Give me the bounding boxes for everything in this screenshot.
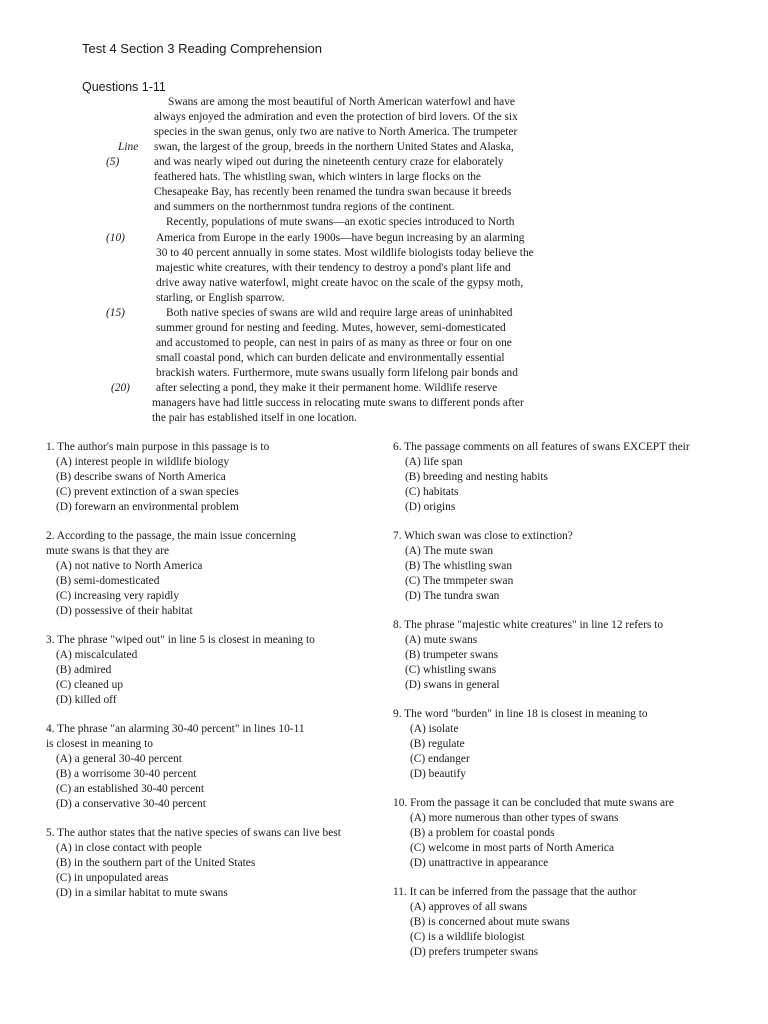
answer-option[interactable]: (B) in the southern part of the United States [56, 857, 256, 869]
passage-line: and was nearly wiped out during the nineteenth century craze for elaborately [154, 156, 504, 168]
answer-option[interactable]: (A) mute swans [405, 634, 478, 646]
answer-option[interactable]: (D) forewarn an environmental problem [56, 501, 239, 513]
line-number: (15) [106, 307, 125, 319]
passage-line: Recently, populations of mute swans—an exotic species introduced to North [166, 216, 515, 228]
passage-line: starling, or English sparrow. [156, 292, 285, 304]
answer-option[interactable]: (B) trumpeter swans [405, 649, 498, 661]
passage-line: after selecting a pond, they make it their permanent home. Wildlife reserve [156, 382, 498, 394]
answer-option[interactable]: (D) The tundra swan [405, 590, 500, 602]
question-stem: 2. According to the passage, the main issue concerning [46, 530, 296, 542]
answer-option[interactable]: (D) in a similar habitat to mute swans [56, 887, 228, 899]
questions-heading: Questions 1-11 [82, 80, 166, 94]
answer-option[interactable]: (B) The whistling swan [405, 560, 513, 572]
question-stem: 4. The phrase "an alarming 30-40 percent" in lines 10-11 [46, 723, 305, 735]
answer-option[interactable]: (C) in unpopulated areas [56, 872, 169, 884]
passage-line: drive away native waterfowl, might create havoc on the scale of the gypsy moth, [156, 277, 524, 289]
question-stem: 7. Which swan was close to extinction? [393, 530, 573, 542]
line-label: Line [118, 141, 139, 153]
question-stem: mute swans is that they are [46, 545, 170, 557]
page-title: Test 4 Section 3 Reading Comprehension [82, 41, 322, 56]
answer-option[interactable]: (C) whistling swans [405, 664, 497, 676]
passage-line: small coastal pond, which can burden delicate and environmentally essential [156, 352, 505, 364]
passage-line: and summers on the northernmost tundra regions of the continent. [154, 201, 455, 213]
answer-option[interactable]: (C) prevent extinction of a swan species [56, 486, 239, 498]
passage-line: and accustomed to people, can nest in pairs of as many as three or four on one [156, 337, 512, 349]
passage-line: the pair has established itself in one location. [152, 412, 357, 424]
answer-option[interactable]: (D) origins [405, 501, 456, 513]
answer-option[interactable]: (B) regulate [410, 738, 465, 750]
passage-line: always enjoyed the admiration and even the protection of bird lovers. Of the six [154, 111, 518, 123]
answer-option[interactable]: (D) swans in general [405, 679, 500, 691]
question-stem: 11. It can be inferred from the passage that the author [393, 886, 637, 898]
answer-option[interactable]: (B) a worrisome 30-40 percent [56, 768, 197, 780]
answer-option[interactable]: (B) describe swans of North America [56, 471, 226, 483]
answer-option[interactable]: (A) interest people in wildlife biology [56, 456, 230, 468]
line-number: (5) [106, 156, 120, 168]
answer-option[interactable]: (D) possessive of their habitat [56, 605, 193, 617]
passage-line: summer ground for nesting and feeding. Mutes, however, semi-domesticated [156, 322, 506, 334]
answer-option[interactable]: (A) approves of all swans [410, 901, 528, 913]
answer-option[interactable]: (D) prefers trumpeter swans [410, 946, 539, 958]
answer-option[interactable]: (C) welcome in most parts of North America [410, 842, 615, 854]
line-number: (20) [111, 382, 130, 394]
answer-option[interactable]: (A) not native to North America [56, 560, 203, 572]
answer-option[interactable]: (A) isolate [410, 723, 459, 735]
answer-option[interactable]: (C) endanger [410, 753, 470, 765]
passage-line: feathered hats. The whistling swan, which winters in large flocks on the [154, 171, 481, 183]
question-stem: 5. The author states that the native species of swans can live best [46, 827, 341, 839]
passage-line: America from Europe in the early 1900s—have begun increasing by an alarming [156, 232, 525, 244]
passage-line: brackish waters. Furthermore, mute swans usually form lifelong pair bonds and [156, 367, 518, 379]
answer-option[interactable]: (C) is a wildlife biologist [410, 931, 525, 943]
answer-option[interactable]: (A) The mute swan [405, 545, 494, 557]
answer-option[interactable]: (B) semi-domesticated [56, 575, 160, 587]
answer-option[interactable]: (C) an established 30-40 percent [56, 783, 205, 795]
passage-line: Both native species of swans are wild and require large areas of uninhabited [166, 307, 513, 319]
passage-line: Swans are among the most beautiful of North American waterfowl and have [168, 96, 515, 108]
answer-option[interactable]: (C) The tmmpeter swan [405, 575, 514, 587]
question-stem: 10. From the passage it can be concluded that mute swans are [393, 797, 674, 809]
answer-option[interactable]: (C) habitats [405, 486, 459, 498]
passage-line: Chesapeake Bay, has recently been renamed the tundra swan because it breeds [154, 186, 512, 198]
question-stem: 8. The phrase "majestic white creatures" in line 12 refers to [393, 619, 664, 631]
answer-option[interactable]: (C) cleaned up [56, 679, 124, 691]
answer-option[interactable]: (B) is concerned about mute swans [410, 916, 570, 928]
question-stem: 1. The author's main purpose in this passage is to [46, 441, 270, 453]
passage-line: species in the swan genus, only two are native to North America. The trumpeter [154, 126, 518, 138]
answer-option[interactable]: (D) killed off [56, 694, 117, 706]
passage-line: majestic white creatures, with their tendency to destroy a pond's plant life and [156, 262, 511, 274]
answer-option[interactable]: (A) more numerous than other types of swans [410, 812, 619, 824]
answer-option[interactable]: (B) a problem for coastal ponds [410, 827, 555, 839]
question-stem: 3. The phrase "wiped out" in line 5 is closest in meaning to [46, 634, 315, 646]
answer-option[interactable]: (A) miscalculated [56, 649, 138, 661]
question-stem: 9. The word "burden" in line 18 is closest in meaning to [393, 708, 648, 720]
answer-option[interactable]: (D) a conservative 30-40 percent [56, 798, 206, 810]
answer-option[interactable]: (A) life span [405, 456, 463, 468]
answer-option[interactable]: (D) beautify [410, 768, 466, 780]
passage-line: swan, the largest of the group, breeds in the northern United States and Alaska, [154, 141, 514, 153]
question-stem: 6. The passage comments on all features of swans EXCEPT their [393, 441, 690, 453]
answer-option[interactable]: (B) admired [56, 664, 112, 676]
line-number: (10) [106, 232, 125, 244]
question-stem: is closest in meaning to [46, 738, 153, 750]
passage-line: 30 to 40 percent annually in some states. Most wildlife biologists today believe the [156, 247, 534, 259]
answer-option[interactable]: (D) unattractive in appearance [410, 857, 549, 869]
answer-option[interactable]: (B) breeding and nesting habits [405, 471, 548, 483]
answer-option[interactable]: (A) in close contact with people [56, 842, 202, 854]
answer-option[interactable]: (A) a general 30-40 percent [56, 753, 182, 765]
answer-option[interactable]: (C) increasing very rapidly [56, 590, 180, 602]
passage-line: managers have had little success in relocating mute swans to different ponds after [152, 397, 524, 409]
